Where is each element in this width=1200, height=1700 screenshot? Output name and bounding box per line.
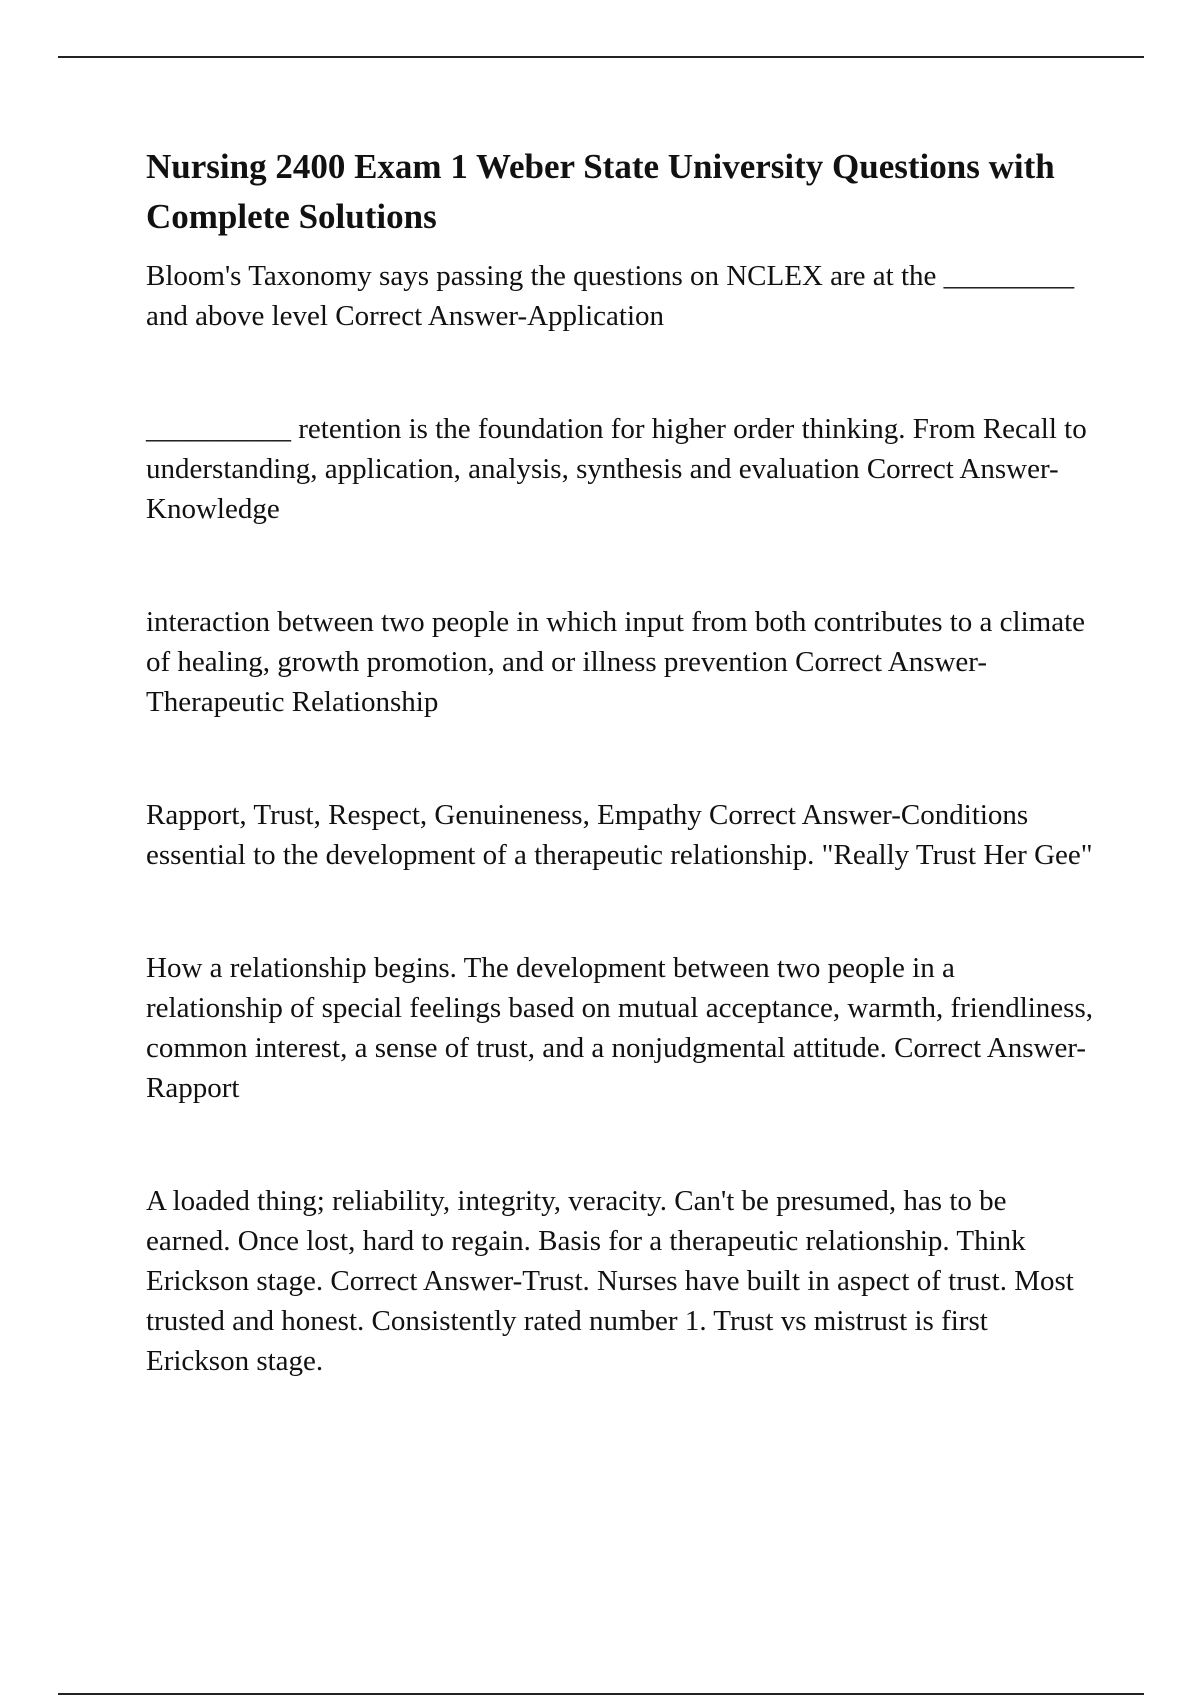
qa-item: Bloom's Taxonomy says passing the questions on NCLEX are at the _________ and above level Correct Answer-Application xyxy=(146,260,1075,332)
document-title: Nursing 2400 Exam 1 Weber State University Questions with Complete Solutions xyxy=(146,147,1055,236)
document-body xyxy=(146,142,1096,1454)
qa-item: __________ retention is the foundation for higher order thinking. From Recall to understanding, application, analysis, synthesis and evaluation Correct Answer-Knowledge xyxy=(146,413,1087,525)
qa-item: Rapport, Trust, Respect, Genuineness, Empathy Correct Answer-Conditions essential to the development of a therapeutic relationship. "Really Trust Her Gee" xyxy=(146,799,1093,871)
qa-item: A loaded thing; reliability, integrity, veracity. Can't be presumed, has to be earned. Once lost, hard to regain. Basis for a therapeutic relationship. Think Erickson stage. Correct Answer-Trust. Nurses have built in aspect of trust. Most trusted and honest. Consistently rated number 1. Trust vs mistrust is first Erickson stage. xyxy=(146,1185,1074,1377)
qa-item: How a relationship begins. The development between two people in a relationship of special feelings based on mutual acceptance, warmth, friendliness, common interest, a sense of trust, and a nonjudgmental attitude. Correct Answer-Rapport xyxy=(146,952,1094,1104)
top-divider xyxy=(58,56,1144,58)
qa-item: interaction between two people in which input from both contributes to a climate of healing, growth promotion, and or illness prevention Correct Answer-Therapeutic Relationship xyxy=(146,606,1086,718)
bottom-divider xyxy=(58,1693,1144,1695)
